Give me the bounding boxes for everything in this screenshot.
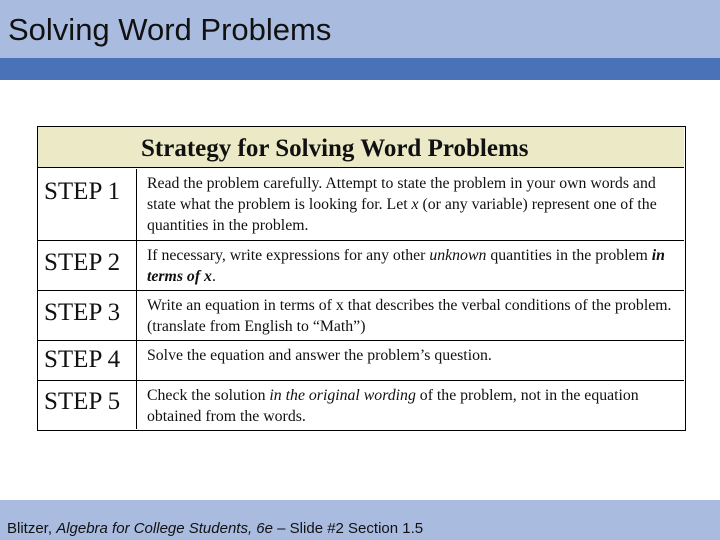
step-text-emphasis: in the original wording	[269, 387, 416, 404]
accent-bar	[0, 58, 720, 80]
step-text-part: of the problem, not in the equation obtained from the words.	[147, 387, 639, 425]
step-description	[147, 245, 679, 287]
step-label: STEP 1	[44, 178, 121, 205]
footer-author: Blitzer,	[7, 520, 57, 537]
step-text-part: Check the solution	[147, 387, 270, 404]
step-label-cell	[38, 291, 137, 340]
step-row-1	[38, 169, 684, 241]
step-description	[147, 345, 679, 366]
step-text-emphasis: x	[411, 196, 419, 213]
step-label-cell	[38, 381, 137, 429]
step-label-cell	[38, 169, 137, 240]
step-row-4	[38, 341, 684, 381]
step-text-part: Solve the equation and answer the problem’s question.	[147, 347, 492, 364]
step-row-5	[38, 381, 684, 429]
footer-slide-info: – Slide #2 Section 1.5	[273, 520, 424, 537]
step-label: STEP 5	[44, 388, 121, 415]
step-text-part: quantities in the problem	[486, 247, 652, 264]
step-text-emphasis: in terms of x	[147, 247, 665, 285]
step-label-cell	[38, 241, 137, 290]
step-label: STEP 2	[44, 249, 121, 276]
step-description	[147, 295, 679, 337]
step-text-part: If necessary, write expressions for any other	[147, 247, 430, 264]
step-text-part: .	[211, 268, 216, 285]
strategy-table	[37, 126, 686, 431]
step-text-part: Write an equation in terms of x that describes the verbal conditions of the problem. (translate from English to “Math”)	[147, 297, 672, 335]
footer-citation	[7, 520, 423, 537]
table-title: Strategy for Solving Word Problems	[141, 135, 529, 162]
step-description	[147, 173, 679, 236]
step-row-3	[38, 291, 684, 341]
step-row-2	[38, 241, 684, 291]
step-label-cell	[38, 341, 137, 380]
step-text-emphasis: unknown	[429, 247, 487, 264]
footer-book-title: Algebra for College Students, 6e	[56, 520, 273, 537]
slide-title: Solving Word Problems	[8, 12, 332, 47]
title-bar	[0, 0, 720, 58]
step-description	[147, 385, 679, 427]
table-header	[38, 127, 684, 168]
step-text-part: (or any variable) represent one of the quantities in the problem.	[147, 196, 657, 234]
step-label: STEP 3	[44, 299, 121, 326]
step-label: STEP 4	[44, 346, 121, 373]
footer-bar	[0, 500, 720, 540]
step-text-part: Read the problem carefully. Attempt to state the problem in your own words and state what the problem is looking for. Let	[147, 175, 656, 213]
